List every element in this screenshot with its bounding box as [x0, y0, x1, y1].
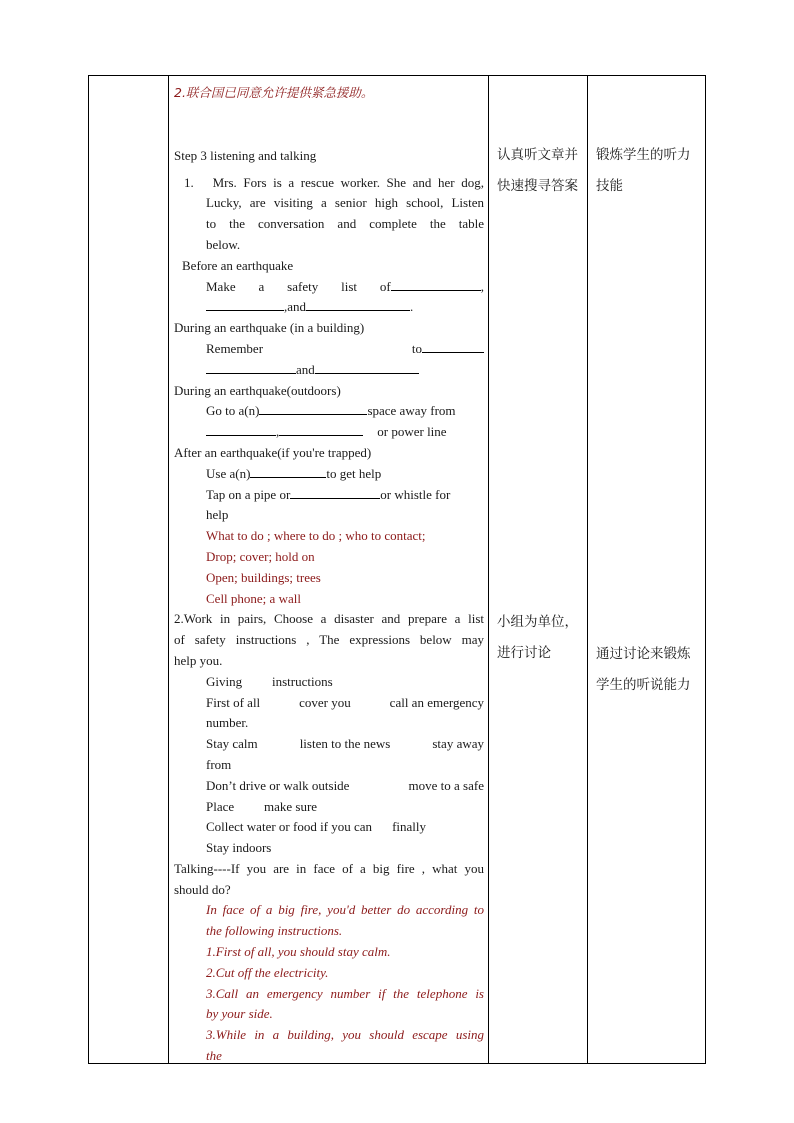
word: move to a safe	[408, 777, 484, 793]
talking-line: Talking----If you are in face of a big fire , what you	[174, 860, 484, 876]
answer-line: What to do ; where to do ; who to contact;	[206, 528, 426, 544]
task1-num: 1.	[184, 174, 194, 190]
before-line	[174, 297, 484, 318]
student-activity-cell	[489, 76, 588, 1063]
word: safety	[287, 278, 319, 294]
after-line	[174, 485, 484, 506]
expression-line	[174, 734, 484, 755]
word: make sure	[264, 798, 318, 814]
answer-blank[interactable]	[206, 424, 276, 436]
word: call an emergency	[389, 694, 484, 710]
during-building-line	[174, 339, 484, 360]
word: finally	[392, 819, 426, 835]
step3-title: Step 3 listening and talking	[174, 147, 317, 163]
talking-answer-line: 3.Call an emergency number if the telephone is	[206, 985, 484, 1001]
after-line: help	[206, 507, 229, 523]
word: Use a(n)	[206, 465, 251, 481]
purpose1-line: 技能	[596, 178, 623, 194]
word: stay away	[432, 736, 484, 752]
word: listen to the news	[299, 736, 391, 752]
word: Stay calm	[206, 736, 258, 752]
word: ,and	[284, 299, 307, 315]
lesson-plan-table	[88, 75, 706, 1064]
word: Go to a(n)	[206, 403, 260, 419]
after-line	[174, 464, 484, 485]
word: Place	[206, 798, 235, 814]
talking-answer-line: 2.Cut off the electricity.	[206, 964, 329, 980]
task2-line: 2.Work in pairs, Choose a disaster and prepare a list	[174, 611, 484, 627]
during-outdoors-heading: During an earthquake(outdoors)	[174, 382, 341, 398]
activity1-line: 快速搜寻答案	[497, 178, 578, 194]
during-outdoors-line	[174, 401, 484, 422]
answer-blank[interactable]	[206, 299, 284, 311]
answer-line: Drop; cover; hold on	[206, 548, 315, 564]
activity1-line: 认真听文章并	[497, 147, 578, 163]
empty-step-cell	[89, 76, 168, 1063]
word: a	[258, 278, 265, 294]
answer-line: Cell phone; a wall	[206, 590, 301, 606]
activity2-line: 进行讨论	[497, 645, 551, 661]
talking-answer-line: by your side.	[206, 1006, 273, 1022]
word: space away from	[367, 403, 456, 419]
expression-line: from	[206, 756, 232, 772]
task1-line: Lucky, are visiting a senior high school, Listen	[206, 195, 484, 211]
purpose2-line: 学生的听说能力	[596, 677, 691, 693]
word: Tap on a pipe or	[206, 486, 291, 502]
answer-blank[interactable]	[279, 424, 363, 436]
word: and	[296, 361, 315, 377]
talking-line: should do?	[174, 881, 231, 897]
answer-blank[interactable]	[422, 341, 484, 353]
task1-text: Mrs. Fors is a rescue worker. She and her dog,	[212, 174, 484, 190]
after-heading: After an earthquake(if you're trapped)	[174, 444, 372, 460]
expression-line: Stay indoors	[206, 840, 272, 856]
task1-line	[174, 173, 484, 194]
task1-line: to the conversation and complete the table	[206, 216, 484, 232]
answer-blank[interactable]	[315, 362, 419, 374]
word: instructions	[272, 673, 333, 689]
talking-answer-line: In face of a big fire, you'd better do according to	[206, 902, 484, 918]
word: to	[411, 340, 422, 356]
during-building-heading: During an earthquake (in a building)	[174, 320, 365, 336]
word: Collect water or food if you can	[206, 819, 373, 835]
word: Make	[206, 278, 236, 294]
expression-line	[174, 817, 484, 838]
answer-blank[interactable]	[259, 403, 367, 415]
purpose1-line: 锻炼学生的听力	[596, 147, 691, 163]
expression-line	[174, 693, 484, 714]
cn-note: 2.联合国已同意允许提供紧急援助。	[174, 85, 374, 100]
word: or whistle for	[380, 486, 451, 502]
word: list	[341, 278, 358, 294]
teaching-content-cell	[169, 76, 489, 1063]
word: or power line	[377, 424, 447, 440]
expression-line	[174, 672, 484, 693]
before-line	[174, 277, 484, 298]
activity2-line: 小组为单位，	[497, 614, 578, 630]
word: First of all	[206, 694, 261, 710]
answer-blank[interactable]	[250, 466, 326, 478]
design-purpose-cell	[588, 76, 705, 1063]
task2-line: of safety instructions , The expressions below may	[174, 632, 484, 648]
word: Giving	[206, 673, 243, 689]
word: cover you	[299, 694, 351, 710]
purpose2-line: 通过讨论来锻炼	[596, 646, 691, 662]
punct: ,	[276, 424, 280, 440]
answer-line: Open; buildings; trees	[206, 569, 321, 585]
during-building-line	[174, 360, 484, 381]
word: to get help	[326, 465, 382, 481]
answer-blank[interactable]	[391, 279, 481, 291]
task1-line: below.	[206, 236, 241, 252]
during-outdoors-line	[174, 422, 484, 443]
word: Don’t drive or walk outside	[206, 777, 350, 793]
expression-line: number.	[206, 715, 249, 731]
answer-blank[interactable]	[290, 487, 380, 499]
expression-line	[174, 797, 484, 818]
talking-answer-line: the	[206, 1048, 222, 1064]
talking-answer-line: 1.First of all, you should stay calm.	[206, 944, 391, 960]
answer-blank[interactable]	[306, 299, 410, 311]
talking-answer-line: the following instructions.	[206, 923, 343, 939]
punct: .	[410, 299, 414, 315]
expression-line	[174, 776, 484, 797]
punct: ,	[480, 278, 484, 294]
before-heading: Before an earthquake	[182, 257, 294, 273]
answer-blank[interactable]	[206, 362, 296, 374]
word: of	[379, 278, 391, 294]
word: Remember	[206, 340, 264, 356]
task2-line: help you.	[174, 652, 223, 668]
talking-answer-line: 3.While in a building, you should escape using	[206, 1027, 484, 1043]
